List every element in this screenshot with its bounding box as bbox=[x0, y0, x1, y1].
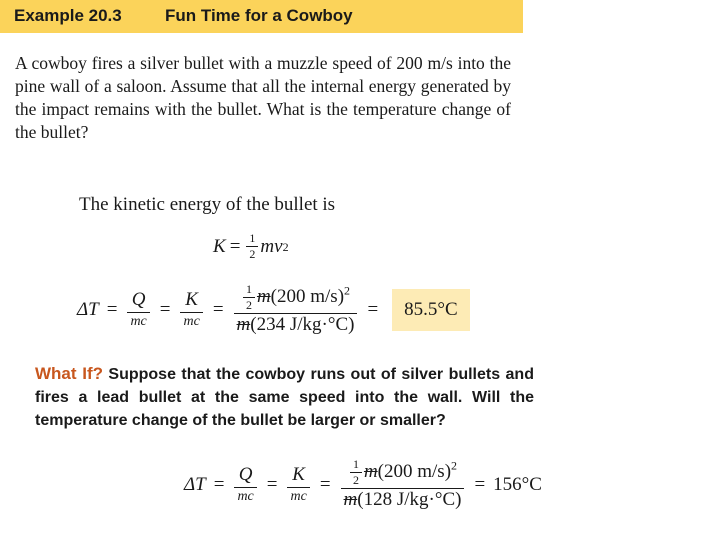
frac1-num: Q bbox=[131, 288, 146, 310]
half-fraction bbox=[246, 232, 258, 261]
numeric-fraction bbox=[234, 283, 358, 336]
specific-heat-lead: (128 J/kg·°C) bbox=[357, 489, 462, 511]
exponent: 2 bbox=[451, 458, 458, 473]
half-den: 2 bbox=[243, 297, 255, 312]
half-num: 1 bbox=[249, 231, 256, 245]
equals-sign: = bbox=[266, 473, 278, 495]
dt-lhs: ΔT bbox=[184, 473, 206, 495]
cancelled-mass: m bbox=[363, 461, 378, 483]
example-number: Example 20.3 bbox=[14, 6, 122, 25]
equals-sign: = bbox=[367, 298, 379, 320]
answer-box: 85.5°C bbox=[392, 289, 470, 331]
k-over-mc bbox=[287, 465, 309, 504]
half-den: 2 bbox=[350, 472, 362, 487]
equals-sign: = bbox=[106, 298, 118, 320]
k-over-mc bbox=[180, 290, 202, 329]
frac1-num: Q bbox=[238, 463, 253, 485]
temperature-change-equation-silver bbox=[77, 283, 470, 336]
equals-sign: = bbox=[229, 235, 241, 257]
q-over-mc bbox=[127, 290, 149, 329]
equals-sign: = bbox=[212, 298, 224, 320]
equals-sign: = bbox=[159, 298, 171, 320]
speed-squared: (200 m/s) bbox=[377, 461, 452, 483]
frac2-num: K bbox=[185, 288, 198, 310]
frac2-den: mc bbox=[287, 487, 309, 504]
problem-statement: A cowboy fires a silver bullet with a muzzle speed of 200 m/s into the pine wall of a saloon. Assume that all the internal energy generated by the impact remains with the bullet. What is the temperature change of the bullet? bbox=[15, 53, 511, 142]
specific-heat-silver: (234 J/kg·°C) bbox=[250, 314, 355, 336]
ke-lhs: K bbox=[213, 235, 226, 257]
equals-sign: = bbox=[213, 473, 225, 495]
kinetic-energy-intro: The kinetic energy of the bullet is bbox=[79, 194, 336, 215]
example-title: Fun Time for a Cowboy bbox=[165, 6, 353, 25]
speed-squared: (200 m/s) bbox=[270, 286, 345, 308]
frac3-num bbox=[238, 283, 353, 313]
frac2-num: K bbox=[292, 463, 305, 485]
half-den: 2 bbox=[246, 246, 258, 261]
temperature-change-equation-lead bbox=[184, 458, 542, 511]
half-num: 1 bbox=[245, 282, 252, 296]
frac3-num bbox=[345, 458, 460, 488]
what-if-section bbox=[35, 362, 534, 432]
q-over-mc bbox=[234, 465, 256, 504]
frac1-den: mc bbox=[127, 312, 149, 329]
equals-sign: = bbox=[474, 473, 486, 495]
frac3-den bbox=[341, 488, 465, 511]
frac2-den: mc bbox=[180, 312, 202, 329]
example-header bbox=[0, 0, 523, 33]
cancelled-mass: m bbox=[236, 314, 251, 336]
dt-lhs: ΔT bbox=[77, 298, 99, 320]
cancelled-mass: m bbox=[256, 286, 271, 308]
frac3-den bbox=[234, 313, 358, 336]
half-num: 1 bbox=[352, 457, 359, 471]
kinetic-energy-equation: K = $\frac{1}{2}$ mv 2 bbox=[213, 231, 289, 262]
frac1-den: mc bbox=[234, 487, 256, 504]
half-fraction bbox=[350, 458, 362, 487]
numeric-fraction bbox=[341, 458, 465, 511]
ke-rhs: mv bbox=[260, 235, 283, 257]
what-if-text: Suppose that the cowboy runs out of silver bullets and fires a lead bullet at the same speed into the wall. Will the temperature change of the bullet be larger or smaller? bbox=[35, 366, 534, 429]
what-if-label: What If? bbox=[35, 364, 103, 383]
answer-lead: 156°C bbox=[493, 473, 542, 495]
equals-sign: = bbox=[319, 473, 331, 495]
half-fraction bbox=[243, 283, 255, 312]
cancelled-mass: m bbox=[343, 489, 358, 511]
exponent: 2 bbox=[344, 283, 351, 298]
